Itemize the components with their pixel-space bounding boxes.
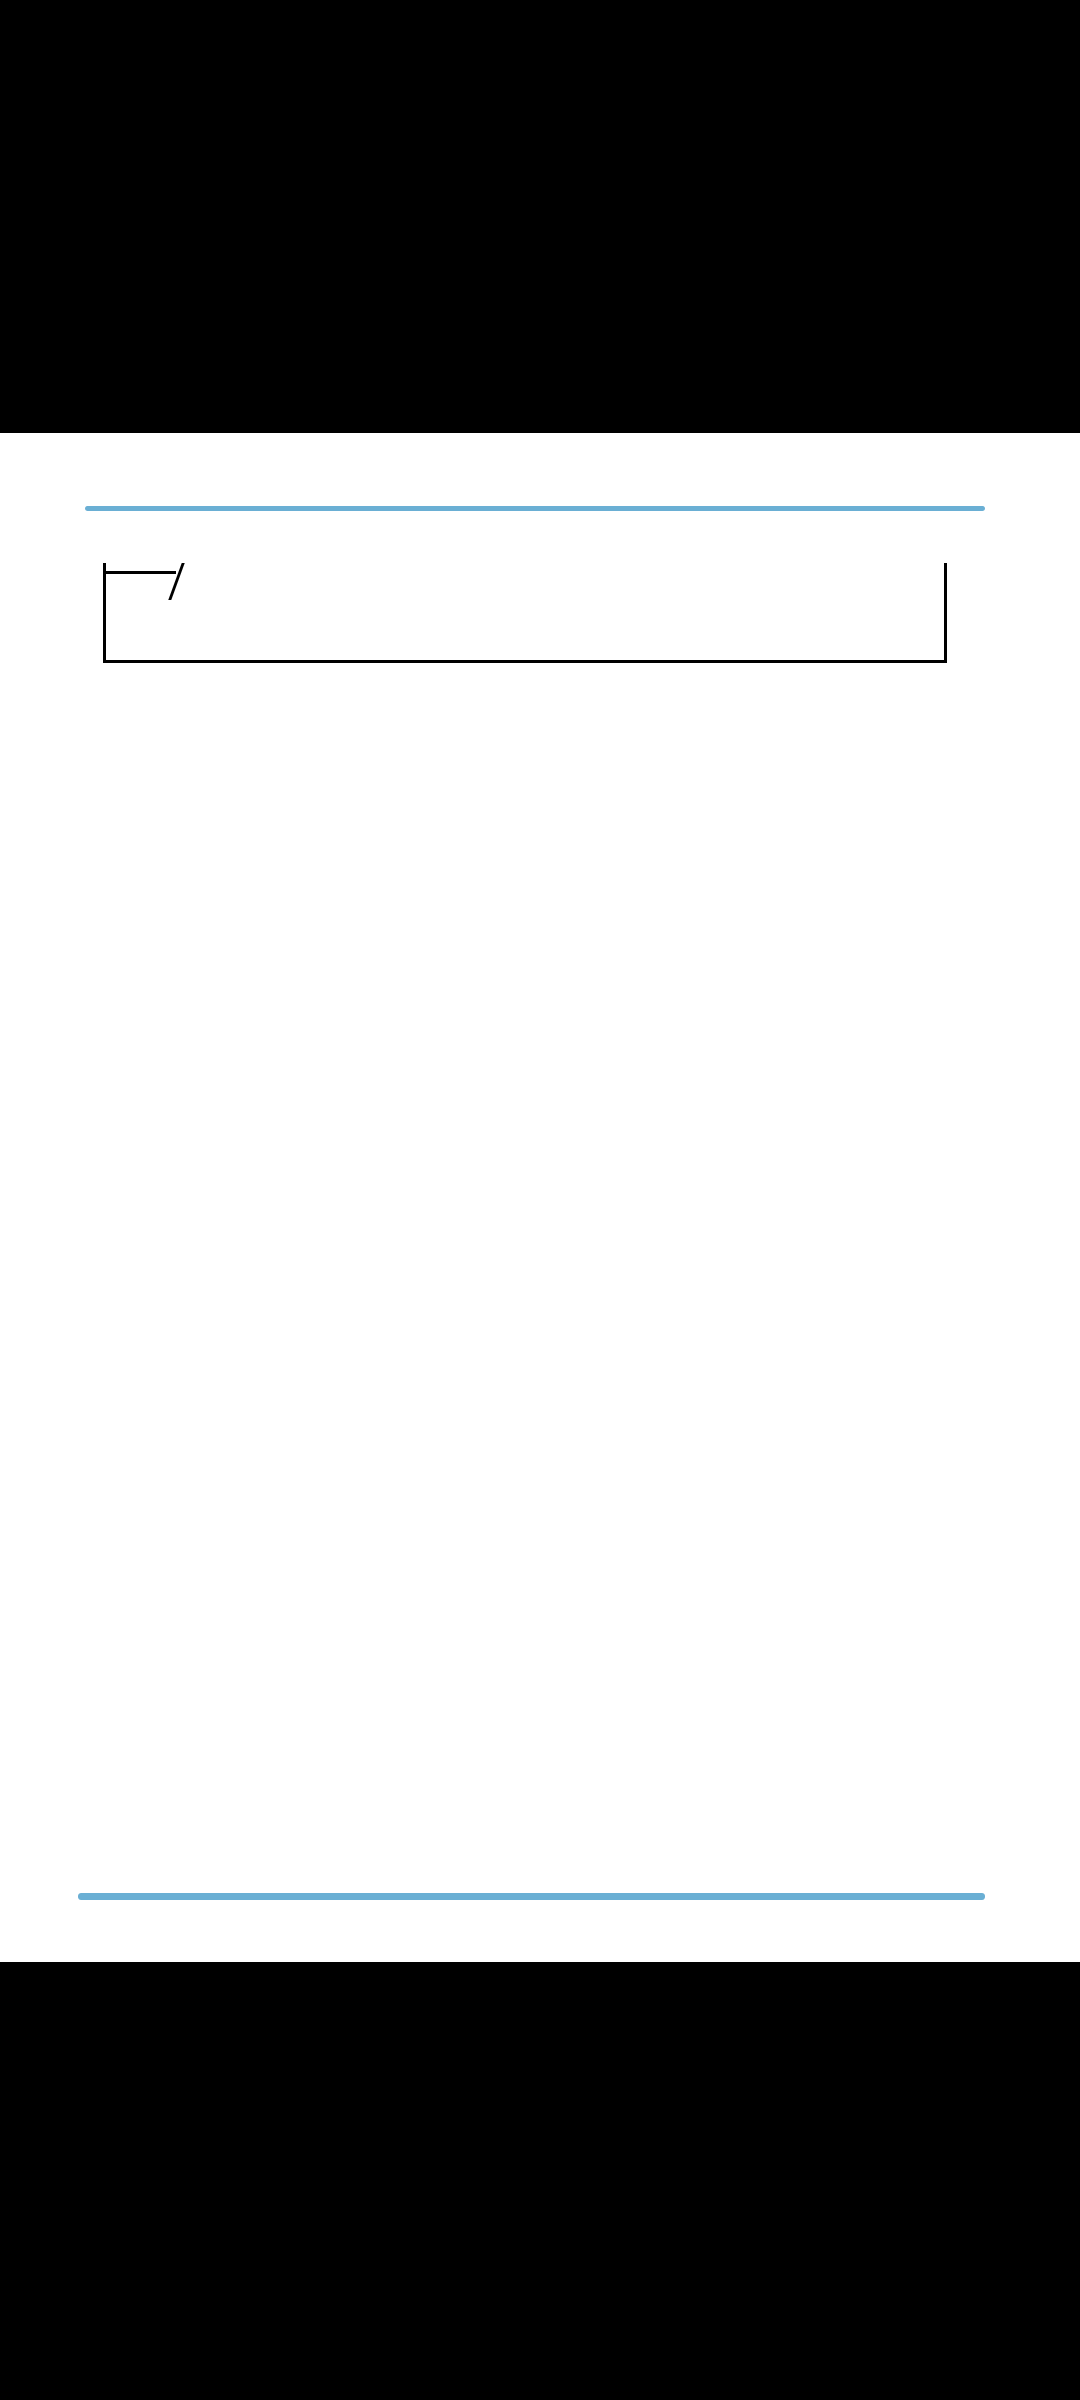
report-page [0, 433, 1080, 1962]
center-watermark [972, 522, 1018, 528]
header-divider-line [85, 506, 985, 511]
report-body [103, 563, 947, 663]
footer-divider-line [78, 1893, 985, 1900]
patient-info-row [85, 471, 1025, 495]
summary-tab-label [106, 563, 192, 573]
summary-block [103, 563, 947, 663]
